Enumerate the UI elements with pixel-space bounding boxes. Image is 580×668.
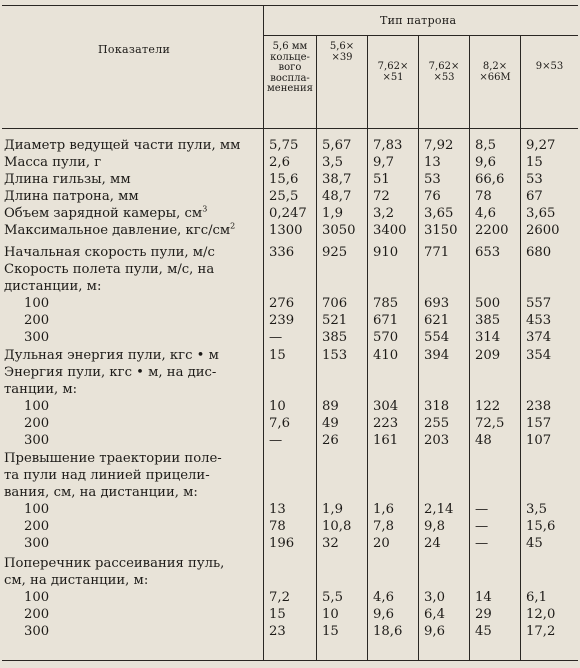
- row-label: [24, 519, 49, 534]
- table-cell: 453: [526, 313, 552, 328]
- table-cell: 680: [526, 245, 552, 260]
- table-cell: 410: [373, 348, 399, 363]
- row-label: [4, 245, 215, 260]
- table-cell: 48,7: [322, 189, 352, 204]
- table-cell: 13: [269, 502, 286, 517]
- table-cell: 314: [475, 330, 501, 345]
- table-cell: 1300: [269, 223, 303, 238]
- table-cell: 45: [475, 624, 492, 639]
- table-cell: 45: [526, 536, 543, 551]
- column-header-line: ×39: [331, 51, 353, 63]
- column-header-line: 7,62×: [428, 61, 460, 72]
- table-cell: 161: [373, 433, 399, 448]
- row-label-text: 300: [24, 433, 50, 448]
- column-header: [368, 62, 418, 83]
- column-header-line: кольце-: [270, 51, 310, 63]
- table-cell: 7,92: [424, 138, 454, 153]
- table-cell: 6,4: [424, 607, 445, 622]
- row-label-text: 300: [24, 624, 50, 639]
- table-cell: 15: [269, 348, 286, 363]
- table-cell: 385: [322, 330, 348, 345]
- row-label: [4, 556, 224, 571]
- row-label: [4, 451, 222, 466]
- table-cell: —: [475, 519, 489, 534]
- table-cell: 374: [526, 330, 552, 345]
- row-label: [4, 223, 235, 238]
- table-cell: 521: [322, 313, 348, 328]
- table-cell: —: [269, 433, 283, 448]
- table-cell: 5,5: [322, 590, 343, 605]
- row-label-text: Начальная скорость пули, м/с: [4, 245, 215, 260]
- table-cell: 3,0: [424, 590, 445, 605]
- top-rule: [2, 5, 578, 6]
- row-label-text: 100: [24, 590, 50, 605]
- row-label: [24, 399, 49, 414]
- row-label-text: Скорость полета пули, м/с, на: [4, 262, 215, 277]
- table-cell: 910: [373, 245, 399, 260]
- table-cell: 336: [269, 245, 295, 260]
- col-divider: [520, 35, 521, 660]
- row-label: [24, 416, 49, 431]
- table-cell: 72,5: [475, 416, 505, 431]
- table-cell: 2,6: [269, 155, 290, 170]
- table-cell: 255: [424, 416, 450, 431]
- column-header-line: 9×53: [535, 61, 564, 72]
- col-divider: [316, 35, 317, 660]
- row-label: [24, 590, 49, 605]
- table-cell: 209: [475, 348, 501, 363]
- row-label-text: 200: [24, 607, 50, 622]
- row-label-text: Длина гильзы, мм: [4, 172, 131, 187]
- column-header: [521, 62, 578, 73]
- table-cell: 385: [475, 313, 501, 328]
- table-cell: 26: [322, 433, 339, 448]
- bottom-rule: [2, 660, 578, 661]
- table-cell: 153: [322, 348, 348, 363]
- table-cell: 1,9: [322, 206, 343, 221]
- row-label-text: Диаметр ведущей части пули, мм: [4, 138, 241, 153]
- table-cell: 12,0: [526, 607, 556, 622]
- table-cell: 49: [322, 416, 339, 431]
- row-label: [24, 502, 49, 517]
- table-cell: 621: [424, 313, 450, 328]
- row-label-text: 100: [24, 296, 50, 311]
- table-cell: 4,6: [373, 590, 394, 605]
- row-label: [4, 155, 101, 170]
- table-cell: 67: [526, 189, 543, 204]
- table-cell: 32: [322, 536, 339, 551]
- column-header: [317, 42, 367, 63]
- table-cell: 15: [526, 155, 543, 170]
- table-cell: 38,7: [322, 172, 352, 187]
- column-header: [419, 62, 469, 83]
- row-label-text: 300: [24, 330, 50, 345]
- table-cell: 3,2: [373, 206, 394, 221]
- table-cell: 18,6: [373, 624, 403, 639]
- table-cell: 693: [424, 296, 450, 311]
- unit-exponent: 2: [230, 221, 236, 231]
- row-label-text: Масса пули, г: [4, 155, 102, 170]
- table-cell: 196: [269, 536, 295, 551]
- table-cell: 554: [424, 330, 450, 345]
- table-cell: 3,5: [526, 502, 547, 517]
- table-cell: 3050: [322, 223, 356, 238]
- row-label-text: танции, м:: [4, 382, 78, 397]
- row-label: [4, 189, 139, 204]
- table-cell: 76: [424, 189, 441, 204]
- table-cell: 706: [322, 296, 348, 311]
- table-cell: 771: [424, 245, 450, 260]
- row-label-text: 100: [24, 502, 50, 517]
- table-cell: 78: [269, 519, 286, 534]
- column-header-line: 5,6×: [329, 41, 355, 52]
- table-cell: 6,1: [526, 590, 547, 605]
- row-label: [4, 485, 198, 500]
- table-cell: 9,6: [424, 624, 445, 639]
- table-cell: 2,14: [424, 502, 454, 517]
- table-cell: 15,6: [526, 519, 556, 534]
- table-cell: 203: [424, 433, 450, 448]
- table-cell: —: [475, 536, 489, 551]
- table-cell: 122: [475, 399, 501, 414]
- table-cell: 3150: [424, 223, 458, 238]
- table-cell: 2200: [475, 223, 509, 238]
- column-header-line: вого: [278, 62, 302, 73]
- table-cell: 9,7: [373, 155, 394, 170]
- table-cell: 9,6: [475, 155, 496, 170]
- table-cell: 7,83: [373, 138, 403, 153]
- row-label: [24, 313, 49, 328]
- header-bottom-rule: [2, 128, 578, 129]
- table-cell: 15: [269, 607, 286, 622]
- col-divider: [263, 5, 264, 660]
- table-cell: 25,5: [269, 189, 299, 204]
- indicators-header: Показатели: [98, 43, 171, 56]
- table-cell: 9,8: [424, 519, 445, 534]
- row-label: [24, 536, 49, 551]
- table-cell: 276: [269, 296, 295, 311]
- table-cell: 500: [475, 296, 501, 311]
- table-cell: 7,2: [269, 590, 290, 605]
- table-cell: 354: [526, 348, 552, 363]
- table-cell: 653: [475, 245, 501, 260]
- table-cell: 14: [475, 590, 492, 605]
- table-cell: 4,6: [475, 206, 496, 221]
- table-cell: —: [475, 502, 489, 517]
- row-label-text: см, на дистанции, м:: [4, 573, 149, 588]
- row-label: [4, 382, 77, 397]
- table-cell: 2600: [526, 223, 560, 238]
- row-label: [4, 279, 101, 294]
- column-header-line: 5,6 мм: [272, 41, 308, 52]
- table-cell: 157: [526, 416, 552, 431]
- col-divider: [367, 35, 368, 660]
- table-cell: 9,6: [373, 607, 394, 622]
- row-label-text: 200: [24, 519, 50, 534]
- column-header-line: воспла-: [270, 72, 310, 84]
- table-cell: 318: [424, 399, 450, 414]
- table-cell: 107: [526, 433, 552, 448]
- table-cell: 304: [373, 399, 399, 414]
- row-label-text: Длина патрона, мм: [4, 189, 139, 204]
- table-cell: 785: [373, 296, 399, 311]
- table-cell: 29: [475, 607, 492, 622]
- row-label-text: 200: [24, 313, 50, 328]
- column-header-line: 8,2×: [482, 61, 508, 72]
- table-cell: 89: [322, 399, 339, 414]
- table-cell: 53: [424, 172, 441, 187]
- column-header-line: ×66М: [479, 71, 511, 83]
- table-cell: 3,65: [424, 206, 454, 221]
- row-label-text: 100: [24, 399, 50, 414]
- table-cell: 394: [424, 348, 450, 363]
- table-cell: 5,75: [269, 138, 299, 153]
- table-cell: 13: [424, 155, 441, 170]
- column-header-line: 7,62×: [377, 61, 409, 72]
- table-cell: 8,5: [475, 138, 496, 153]
- col-divider: [469, 35, 470, 660]
- table-cell: 66,6: [475, 172, 505, 187]
- row-label-text: вания, см, на дистанции, м:: [4, 485, 198, 500]
- row-label: [4, 262, 214, 277]
- row-label: [24, 624, 49, 639]
- row-label: [24, 296, 49, 311]
- table-cell: 9,27: [526, 138, 556, 153]
- row-label: [4, 468, 210, 483]
- unit-exponent: 3: [202, 204, 208, 214]
- table-cell: 238: [526, 399, 552, 414]
- row-label: [4, 172, 131, 187]
- row-label-text: та пули над линией прицели-: [4, 468, 210, 483]
- table-cell: 15,6: [269, 172, 299, 187]
- table-cell: 7,8: [373, 519, 394, 534]
- column-header-line: ×53: [433, 71, 455, 83]
- table-cell: 24: [424, 536, 441, 551]
- row-label-text: Энергия пули, кгс • м, на дис-: [4, 365, 217, 380]
- table-cell: 48: [475, 433, 492, 448]
- row-label-text: дистанции, м:: [4, 279, 102, 294]
- table-cell: 239: [269, 313, 295, 328]
- table-cell: 223: [373, 416, 399, 431]
- column-header: [470, 62, 520, 83]
- row-label: [24, 607, 49, 622]
- table-cell: 0,247: [269, 206, 307, 221]
- row-label: [4, 365, 216, 380]
- row-label: [24, 433, 49, 448]
- table-cell: 10: [269, 399, 286, 414]
- row-label: [4, 138, 240, 153]
- row-label-text: Дульная энергия пули, кгс • м: [4, 348, 219, 363]
- table-cell: 51: [373, 172, 390, 187]
- table-cell: 72: [373, 189, 390, 204]
- table-cell: 20: [373, 536, 390, 551]
- table-cell: 23: [269, 624, 286, 639]
- row-label: [4, 573, 148, 588]
- table-cell: 17,2: [526, 624, 556, 639]
- header-subrule: [264, 35, 578, 36]
- table-cell: 5,67: [322, 138, 352, 153]
- table-cell: 557: [526, 296, 552, 311]
- table-cell: 10,8: [322, 519, 352, 534]
- table-cell: 925: [322, 245, 348, 260]
- column-header: [264, 42, 316, 95]
- row-label-text: 200: [24, 416, 50, 431]
- table-cell: 1,9: [322, 502, 343, 517]
- row-label-text: 300: [24, 536, 50, 551]
- row-label-text: Превышение траектории поле-: [4, 451, 222, 466]
- row-label: [24, 330, 49, 345]
- table-cell: 3400: [373, 223, 407, 238]
- column-header-line: менения: [267, 83, 313, 94]
- table-cell: 671: [373, 313, 399, 328]
- table-cell: 3,5: [322, 155, 343, 170]
- table-cell: 53: [526, 172, 543, 187]
- table-cell: 10: [322, 607, 339, 622]
- row-label-text: Поперечник рассеивания пуль,: [4, 556, 225, 571]
- table-cell: 78: [475, 189, 492, 204]
- col-divider: [418, 35, 419, 660]
- table-cell: —: [269, 330, 283, 345]
- row-label: [4, 206, 207, 221]
- row-label-text: Объем зарядной камеры, см: [4, 206, 203, 221]
- table-cell: 1,6: [373, 502, 394, 517]
- column-header-line: ×51: [382, 71, 404, 83]
- table-cell: 15: [322, 624, 339, 639]
- table-cell: 570: [373, 330, 399, 345]
- cartridge-type-header: Тип патрона: [380, 14, 457, 27]
- table-cell: 3,65: [526, 206, 556, 221]
- row-label: [4, 348, 219, 363]
- table-cell: 7,6: [269, 416, 290, 431]
- row-label-text: Максимальное давление, кгс/см: [4, 223, 231, 238]
